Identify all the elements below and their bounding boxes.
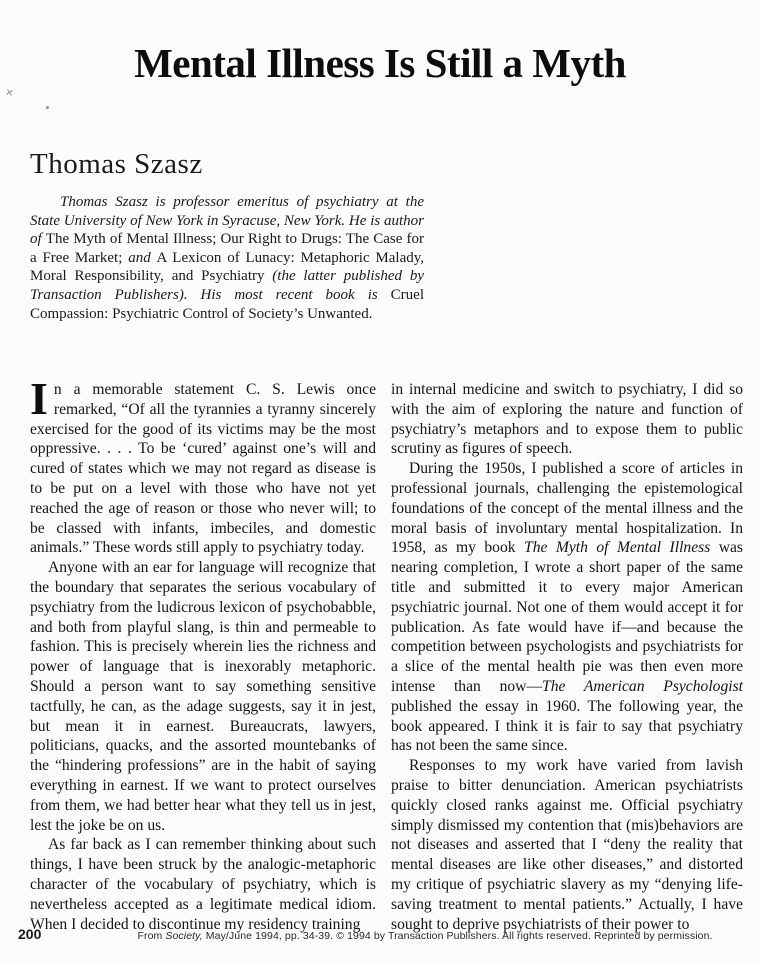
paragraph [391,380,743,459]
text-run: The Myth of Mental Illness; Our Right to Drugs: The Case for a Free Market; [30,231,424,266]
paragraph [30,558,376,835]
page-footer [18,926,742,942]
italic-text: Society, [165,930,203,942]
footer-credit [108,930,742,942]
page-number: 200 [18,926,42,942]
author-name: Thomas Szasz [30,148,203,180]
text-run: n a memorable statement C. S. Lewis once remarked, “Of all the tyrannies a tyranny sincerely exercised for the good of its victims may be the most oppressive. . . . To be ‘cured’ against one’s will and cured of states which we may not regard as disease is to be put on a level with those who have not yet reached the age of reason or those who never will; to be classed with infants, imbeciles, and domestic animals.” These words still apply to psychiatry today. [30,381,376,557]
italic-text: The Myth of Mental Illness [524,539,711,557]
paragraph [30,373,376,558]
paragraph [391,459,743,756]
text-run: was nearing completion, I wrote a short paper of the same title and submitted it to every major American psychiatric journal. Not one of them would accept it for publication. As fate would have if—and because the competition between psychologists and psychiatrists for a slice of the mental health pie was then even more intense than now— [391,539,743,695]
text-run: in internal medicine and switch to psychiatry, I did so with the aim of exploring the nature and function of psychiatry’s metaphors and to expose them to public scrutiny as figures of speech. [391,381,743,458]
text-run: published the essay in 1960. The following year, the book appeared. I think it is fair to say that psychiatry has not been the same since. [391,697,743,755]
article-body [30,373,743,934]
italic-text: Thomas Szasz is professor emeritus of psychiatry at the State University of New York in Syracuse, New York. He is author of [30,194,424,248]
scan-artifact: ✕ [3,87,15,100]
text-run: Anyone with an ear for language will recognize that the boundary that separates the serious vocabulary of psychiatry from the ludicrous lexicon of psychobabble, and both from playful slang, is thin and permeable to fashion. This is precisely wherein lies the richness and power of language that is inexorably metaphoric. Should a person want to say something sensitive tactfully, he can, as the adage suggests, say it in jest, but mean it in earnest. Bureaucrats, lawyers, politicians, quacks, and the assorted mountebanks of the “hindering professions” are in the habit of saying everything in earnest. If we want to protect ourselves from them, we had better hear what they tell us in jest, lest the joke be on us. [30,559,376,834]
author-block [30,148,424,323]
text-run: Responses to my work have varied from lavish praise to bitter denunciation. American psychiatrists quickly closed ranks against me. Official psychiatry simply dismissed my contention that (mis)behaviors are not diseases and asserted that I “deny the reality that mental diseases are like other diseases,” and distorted my critique of psychiatric slavery as my “denying life-saving treatment to mental patients.” Actually, I have sought to deprive psychiatrists of their power to [391,757,743,933]
body-column-left [30,373,376,934]
scan-artifact [46,106,49,109]
page-title: Mental Illness Is Still a Myth [134,40,626,87]
drop-cap: I [30,373,48,424]
text-run: May/June 1994, pp. 34-39. © 1994 by Transaction Publishers. All rights reserved. Reprinted by permission. [202,930,713,942]
italic-text: and [128,249,157,266]
text-run: A Lexicon of Lunacy: Metaphoric Malady, Moral Responsibility, and Psychiatry [30,249,424,285]
author-bio [30,193,424,323]
text-run: From [137,930,166,942]
text-run: Cruel Compassion: Psychiatric Control of Society’s Unwanted. [30,286,424,322]
paragraph [30,835,376,934]
text-run: During the 1950s, I published a score of articles in professional journals, challenging the epistemological foundations of the concept of the mental illness and the moral basis of involuntary mental hospitalization. In 1958, as my book [391,460,743,557]
body-column-right [391,380,743,934]
italic-text: The American Psychologist [542,677,743,695]
paragraph [391,756,743,934]
italic-text: (the latter published by Transaction Publishers). His most recent book is [30,268,424,303]
text-run: As far back as I can remember thinking about such things, I have been struck by the analogic-metaphoric character of the vocabulary of psychiatry, which is nevertheless accepted as a legitimate medical idiom. When I decided to discontinue my residency training [30,836,376,933]
